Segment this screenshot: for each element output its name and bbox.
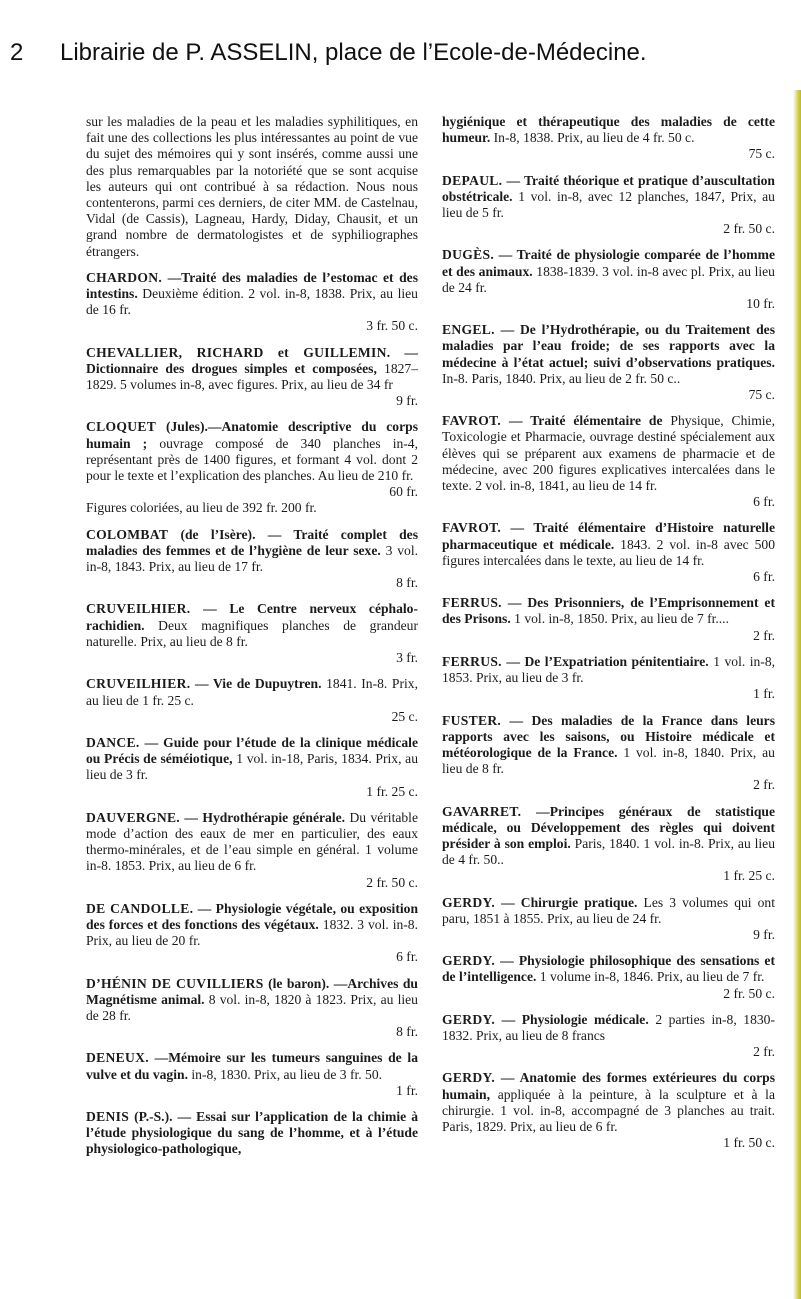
entry-price: 2 fr. [753, 627, 775, 643]
entry-title: — Traité de physiologie comparée de l’homme et des animaux. [442, 247, 775, 279]
entry-price: 9 fr. [396, 393, 418, 409]
page-number: 2 [10, 39, 24, 66]
entry-title: — Physiologie médicale. [501, 1011, 649, 1027]
catalog-entry [86, 735, 418, 800]
catalog-entry [442, 953, 775, 1002]
entry-price: 75 c. [748, 146, 775, 162]
entry-description: ouvrage composé de 340 planches in-4, représentant près de 1400 figures, et formant 4 vol. dont 2 pour le texte et l’explication des planches. Au lieu de 210 fr. [86, 435, 419, 484]
entry-author: DENEUX. [86, 1050, 149, 1066]
entry-author: FERRUS. [442, 595, 502, 611]
entry-author: GERDY. [442, 894, 496, 910]
left-column [86, 114, 418, 1168]
running-header [0, 0, 801, 100]
entry-author: FAVROT. [442, 413, 502, 429]
entry-title: (Jules).—Anatomie descriptive du corps humain ; [86, 419, 418, 451]
catalog-entry [86, 527, 418, 592]
catalog-entry [442, 173, 775, 238]
entry-description: 1832. 3 vol. in-8. Prix, au lieu de 20 fr. [86, 916, 418, 949]
entry-author: CHEVALLIER, RICHARD et GUILLEMIN. [86, 344, 391, 360]
entry-description: Les 3 volumes qui ont paru, 1851 à 1855. Prix, au lieu de 24 fr. [442, 894, 775, 926]
catalog-entry [86, 810, 418, 891]
catalog-entry [86, 270, 418, 335]
entry-price: 9 fr. [753, 926, 775, 942]
catalog-entry [442, 804, 775, 885]
entry-title: — Traité théorique et pratique d’auscultation obstétricale. [442, 172, 775, 204]
entry-price: 2 fr. [753, 777, 775, 793]
entry-price: 1 fr. 25 c. [366, 783, 418, 799]
catalog-entry [442, 1070, 775, 1151]
entry-price: 75 c. [748, 387, 775, 403]
entry-author: COLOMBAT [86, 526, 169, 542]
entry-author: CLOQUET [86, 419, 157, 435]
entry-price: 8 fr. [396, 575, 418, 591]
entry-title: (P.-S.). — Essai sur l’application de la chimie à l’étude physiologique du sang de l’homme, et à l’étude physiologico-pathologique, [86, 1108, 418, 1157]
entry-description: 1841. In-8. Prix, au lieu de 1 fr. 25 c. [86, 676, 418, 708]
entry-author: DANCE. [86, 734, 140, 750]
entry-title: —Mémoire sur les tumeurs sanguines de la vulve et du vagin. [86, 1050, 418, 1082]
catalog-entry [86, 976, 418, 1041]
entry-price: 2 fr. [753, 1044, 775, 1060]
entry-author: FUSTER. [442, 712, 502, 728]
catalog-entry [86, 1109, 418, 1158]
entry-price: 25 c. [391, 708, 418, 724]
entry-title: (de l’Isère). — Traité complet des maladies des femmes et de l’hygiène de leur sexe. [86, 526, 418, 558]
catalog-entry [86, 419, 418, 516]
entry-description: 1827–1829. 5 volumes in-8, avec figures. Prix, au lieu de 34 fr [86, 360, 418, 393]
entry-price: 1 fr. 25 c. [723, 868, 775, 884]
entry-title: — Physiologie végétale, ou exposition des forces et des fonctions des végétaux. [86, 900, 418, 932]
entry-title: — Physiologie philosophique des sensations et de l’intelligence. [442, 953, 775, 985]
entry-description: 1 vol. in-18, Paris, 1834. Prix, au lieu de 3 fr. [86, 751, 418, 783]
entry-description: 1 volume in-8, 1846. Prix, au lieu de 7 fr. [539, 969, 765, 985]
entry-description: 2 parties in-8, 1830-1832. Prix, au lieu de 8 francs [442, 1011, 775, 1043]
catalog-entry [442, 713, 775, 794]
entry-author: CRUVEILHIER. [86, 601, 191, 617]
entry-price: 6 fr. [396, 949, 418, 965]
catalog-entry [442, 1012, 775, 1061]
entry-price: 2 fr. 50 c. [723, 985, 775, 1001]
entry-description: In-8, 1838. Prix, au lieu de 4 fr. 50 c. [493, 130, 695, 146]
entry-price: 8 fr. [396, 1024, 418, 1040]
entry-author: GAVARRET. [442, 803, 522, 819]
left-entries [86, 270, 418, 1158]
entry-description: Du véritable mode d’action des eaux de mer en particulier, des eaux thermo-minérales, et de l’eau simple en général. 1 volume in-8. 1853. Prix, au lieu de 6 fr. [86, 809, 418, 874]
entry-description: 1 vol. in-8, 1853. Prix, au lieu de 3 fr. [442, 653, 776, 686]
catalog-entry [442, 114, 775, 163]
entry-price: 1 fr. 50 c. [723, 1135, 775, 1151]
entry-title: — Des maladies de la France dans leurs rapports avec les saisons, ou Histoire médicale et météorologique de la France. [442, 712, 775, 760]
entry-author: CRUVEILHIER. [86, 676, 191, 692]
catalog-entry [442, 413, 775, 510]
entry-description: Physique, Chimie, Toxicologie et Pharmacie, ouvrage destiné spécialement aux élèves qui se préparent aux examens de pharmacie et de médecine, avec 200 figures explicatives intercalées dans le texte. 2 vol. in-8, 1841, au lieu de 14 fr. [442, 413, 775, 494]
entry-title: — De l’Expatriation pénitentiaire. [506, 653, 709, 669]
entry-description: in-8, 1830. Prix, au lieu de 3 fr. 50. [191, 1066, 383, 1082]
entry-description: appliquée à la peinture, à la sculpture et à la chirurgie. 1 vol. in-8, accompagné de 3 planches au trait. Paris, 1829. Prix, au lieu de 6 fr. [442, 1086, 775, 1134]
entry-price: 2 fr. 50 c. [723, 221, 775, 237]
entry-author: FAVROT. [442, 520, 502, 536]
entry-extra-description: Figures coloriées, au lieu de 392 fr. 200 fr. [86, 500, 317, 516]
catalog-entry [442, 322, 775, 403]
entry-price: 1 fr. [753, 686, 775, 702]
catalog-entry [442, 247, 775, 312]
entry-author: GERDY. [442, 1070, 496, 1086]
catalog-entry [442, 595, 775, 644]
entry-title: — Des Prisonniers, de l’Emprisonnement et des Prisons. [442, 595, 775, 627]
right-entries [442, 114, 775, 1151]
entry-price: 60 fr. [389, 484, 418, 500]
entry-title: — Chirurgie pratique. [501, 894, 638, 910]
running-title: Librairie de P. ASSELIN, place de l’Ecole-de-Médecine. [60, 39, 647, 66]
entry-author: ENGEL. [442, 322, 495, 338]
entry-title: (le baron). —Archives du Magnétisme animal. [86, 975, 418, 1007]
entry-title: — Guide pour l’étude de la clinique médicale ou Précis de séméiotique, [86, 734, 418, 767]
entry-author: D’HÉNIN DE CUVILLIERS [86, 975, 264, 991]
catalog-entry [86, 601, 418, 666]
entry-title: —Traité des maladies de l’estomac et des intestins. [86, 269, 418, 302]
entry-description: 8 vol. in-8, 1820 à 1823. Prix, au lieu de 28 fr. [86, 991, 418, 1023]
catalog-entry [86, 901, 418, 966]
entry-description: 1 vol. in-8, 1850. Prix, au lieu de 7 fr.... [514, 611, 729, 627]
entry-author: GERDY. [442, 953, 496, 969]
entry-description: 1 vol. in-8, 1840. Prix, au lieu de 8 fr. [442, 744, 775, 777]
page-edge [793, 90, 801, 1299]
entry-price: 2 fr. 50 c. [366, 874, 418, 890]
entry-title: — Le Centre nerveux céphalo-rachidien. [86, 601, 418, 633]
intro-paragraph: sur les maladies de la peau et les maladies syphilitiques, en fait une des collections les plus intéressantes au point de vue du sujet des mémoires qui y sont insérés, comme aussi une des plus remarquables par la notoriété que se sont acquise les auteurs qui ont contribué à sa rédaction. Nous nous contenterons, parmi ces derniers, de citer MM. de Castelnau, Vidal (de Cassis), Lagneau, Hardy, Diday, Chausit, et un grand nombre de dermatologistes et de syphiliographes étrangers. [86, 114, 418, 259]
entry-price: 6 fr. [753, 494, 775, 510]
catalog-entry [86, 345, 418, 410]
catalog-entry [442, 895, 775, 944]
entry-title: hygiénique et thérapeutique des maladies de cette humeur. [442, 114, 775, 146]
entry-author: DAUVERGNE. [86, 809, 181, 825]
entry-title: — Anatomie des formes extérieures du corps humain, [442, 1070, 775, 1102]
entry-author: FERRUS. [442, 653, 502, 669]
catalog-entry [442, 520, 775, 585]
entry-author: DUGÈS. [442, 247, 495, 263]
entry-title: — De l’Hydrothérapie, ou du Traitement des maladies par l’eau froide; de ses rapports avec la médecine à l’état actuel; suivi d’observations pratiques. [442, 322, 775, 370]
entry-title: —Principes généraux de statistique médicale, ou Développement des règles qui doivent présider à son emploi. [442, 803, 776, 851]
entry-title: — Traité élémentaire de [509, 413, 663, 429]
entry-description: In-8. Paris, 1840. Prix, au lieu de 2 fr. 50 c.. [442, 370, 681, 386]
entry-author: DEPAUL. [442, 172, 503, 188]
entry-price: 10 fr. [746, 296, 775, 312]
catalog-entry [86, 676, 418, 725]
entry-description: 1838-1839. 3 vol. in-8 avec pl. Prix, au lieu de 24 fr. [442, 263, 775, 295]
entry-price: 3 fr. 50 c. [366, 318, 418, 334]
entry-author: DENIS [86, 1108, 130, 1124]
entry-title: — Vie de Dupuytren. [195, 676, 322, 692]
entry-description: Deuxième édition. 2 vol. in-8, 1838. Prix, au lieu de 16 fr. [86, 286, 418, 318]
entry-price: 1 fr. [396, 1082, 418, 1098]
entry-title: — Dictionnaire des drogues simples et composées, [86, 344, 418, 376]
entry-author: GERDY. [442, 1011, 496, 1027]
right-column [442, 114, 775, 1161]
entry-description: 1 vol. in-8, avec 12 planches, 1847, Prix, au lieu de 5 fr. [442, 188, 775, 221]
entry-description: 3 vol. in-8, 1843. Prix, au lieu de 17 fr. [86, 542, 419, 575]
entry-author: DE CANDOLLE. [86, 900, 194, 916]
entry-title: — Traité élémentaire d’Histoire naturelle pharmaceutique et médicale. [442, 520, 775, 552]
entry-description: Paris, 1840. 1 vol. in-8. Prix, au lieu de 4 fr. 50.. [442, 835, 775, 868]
entry-price: 3 fr. [396, 650, 418, 666]
entry-description: 1843. 2 vol. in-8 avec 500 figures intercalées dans le texte, au lieu de 14 fr. [442, 536, 775, 568]
entry-author: CHARDON. [86, 269, 163, 285]
entry-description: Deux magnifiques planches de grandeur naturelle. Prix, au lieu de 8 fr. [86, 617, 418, 649]
catalog-entry [86, 1050, 418, 1099]
entry-price: 6 fr. [753, 569, 775, 585]
catalog-entry [442, 654, 775, 703]
entry-title: — Hydrothérapie générale. [184, 809, 346, 825]
